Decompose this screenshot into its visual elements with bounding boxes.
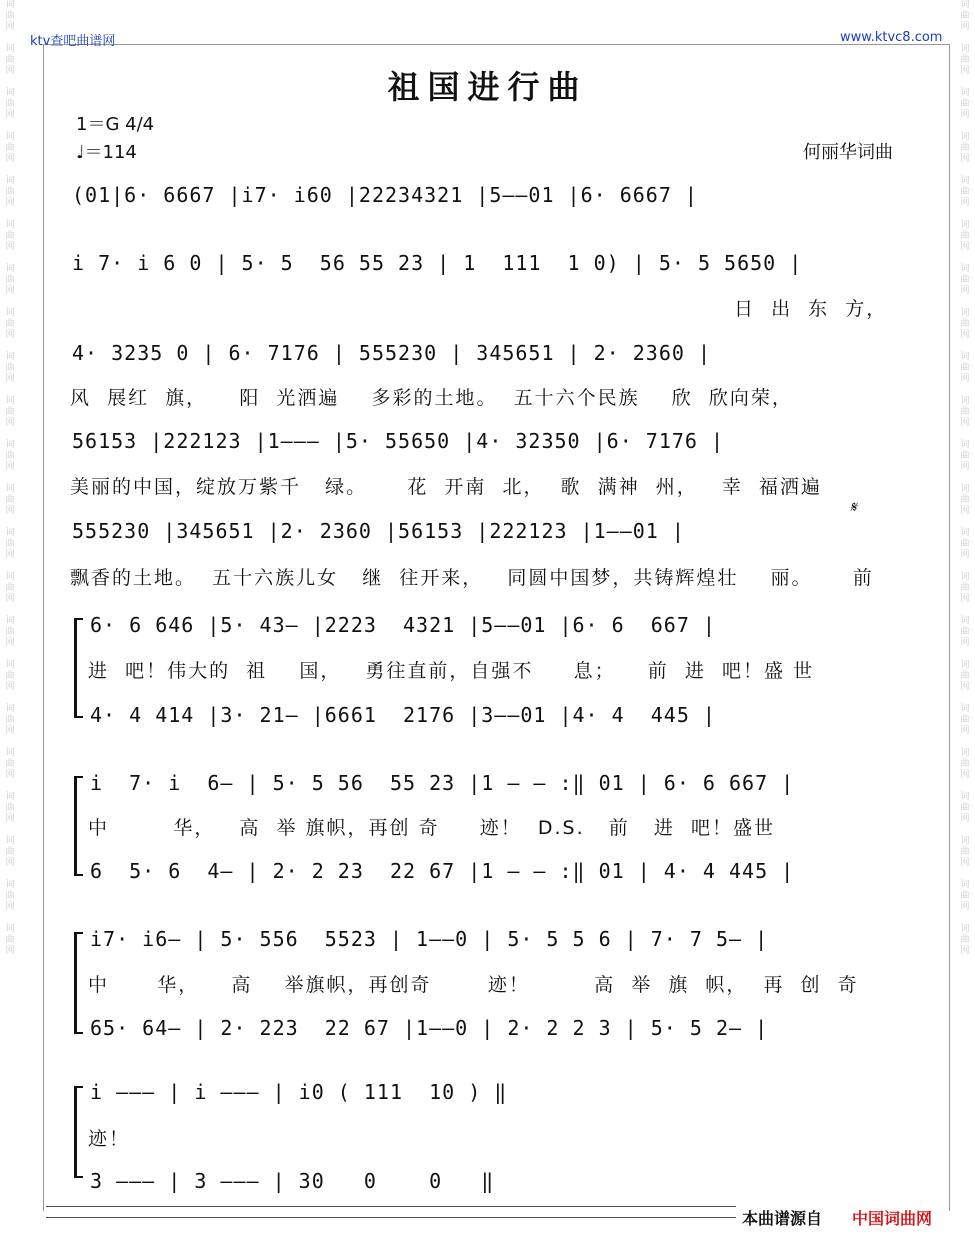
notation-line-13: 3 ——— | 3 ——— | 30 0 0 ‖ — [90, 1169, 495, 1193]
notation-line-6: 6· 6 646 |5· 43— |2223 4321 |5——01 |6· 6 667 | — [90, 613, 716, 637]
lyric-line-7: 中 华， 高 举旗帜，再创奇 迹！ 高 举 旗 帜， 再 创 奇 — [88, 974, 859, 996]
lyric-line-5: 进 吧！伟大的 祖 国， 勇往直前，自强不 息； 前 进 吧！盛 世 — [88, 660, 814, 682]
watermark-right: 词 曲 网 词 曲 网 词 曲 网 词 曲 网 词 曲 网 词 曲 网 词 曲 网 词 曲 网 词 曲 网 词 曲 网 词 曲 网 词 曲 网 词 曲 网 词 曲 网 词 曲 网 词 曲 网 词 曲 网 词 曲 网 词 曲 网 词 曲 网 词 曲 网 词 曲 网 — [960, 0, 970, 956]
watermark-left: 词 曲 网 词 曲 网 词 曲 网 词 曲 网 词 曲 网 词 曲 网 词 曲 网 词 曲 网 词 曲 网 词 曲 网 词 曲 网 词 曲 网 词 曲 网 词 曲 网 词 曲 网 词 曲 网 词 曲 网 词 曲 网 词 曲 网 词 曲 网 词 曲 网 词 曲 网 — [5, 0, 15, 956]
notation-line-4: 56153 |222123 |1——— |5· 55650 |4· 32350 |6· 7176 | — [72, 429, 725, 453]
footer-source-label: 本曲谱源自 — [742, 1209, 823, 1228]
notation-line-10: i7· i6— | 5· 556 5523 | 1——0 | 5· 5 5 6 | 7· 7 5— | — [90, 927, 769, 951]
notation-line-1: (01|6· 6667 |i7· i60 |22234321 |5——01 |6· 6667 | — [72, 183, 698, 207]
segno-sign: 𝄋 — [850, 498, 857, 516]
footer-source-link[interactable]: 中国词曲网 — [852, 1209, 933, 1228]
site-link-left[interactable]: ktv查吧曲谱网 — [30, 34, 116, 49]
notation-line-2: i 7· i 6 0 | 5· 5 56 55 23 | 1 111 1 0) | 5· 5 5650 | — [72, 251, 803, 275]
key-signature: 1＝G 4/4 — [76, 114, 155, 135]
composer-credit: 何丽华词曲 — [803, 142, 893, 163]
lyric-line-2: 风 展红 旗， 阳 光洒遍 多彩的土地。 五十六个民族 欣 欣向荣， — [70, 387, 793, 409]
lyric-line-8: 迹！ — [88, 1128, 131, 1150]
lyric-line-3: 美丽的中国，绽放万紫千 绿。 花 开南 北， 歌 满神 州， 幸 福洒遍 — [70, 476, 822, 498]
score-title: 祖国进行曲 — [387, 68, 588, 106]
notation-line-11: 65· 64— | 2· 223 22 67 |1——0 | 2· 2 2 3 | 5· 5 2— | — [90, 1016, 769, 1040]
notation-line-5: 555230 |345651 |2· 2360 |56153 |222123 |1——01 | — [72, 519, 685, 543]
notation-line-7: 4· 4 414 |3· 21— |6661 2176 |3——01 |4· 4 445 | — [90, 703, 716, 727]
system-brace — [74, 932, 83, 1034]
footer-rule — [46, 1206, 736, 1218]
site-link-right[interactable]: www.ktvc8.com — [840, 30, 943, 45]
lyric-line-6: 中 华， 高 举 旗帜，再创 奇 迹！ D.S. 前 进 吧！盛世 — [88, 817, 775, 839]
notation-line-3: 4· 3235 0 | 6· 7176 | 555230 | 345651 | 2· 2360 | — [72, 341, 712, 365]
system-brace — [74, 618, 83, 718]
system-brace — [74, 1086, 83, 1178]
system-brace — [74, 776, 83, 876]
lyric-line-1: 日 出 东 方， — [734, 298, 888, 320]
notation-line-9: 6 5· 6 4— | 2· 2 23 22 67 |1 — — :‖ 01 | 4· 4 445 | — [90, 859, 795, 883]
notation-line-12: i ——— | i ——— | i0 ( 111 10 ) ‖ — [90, 1080, 508, 1104]
notation-line-8: i 7· i 6— | 5· 5 56 55 23 |1 — — :‖ 01 | 6· 6 667 | — [90, 771, 795, 795]
tempo-marking: ♩＝114 — [76, 142, 137, 163]
lyric-line-4: 飘香的土地。 五十六族儿女 继 往开来， 同圆中国梦，共铸辉煌壮 丽。 前 — [70, 567, 874, 589]
